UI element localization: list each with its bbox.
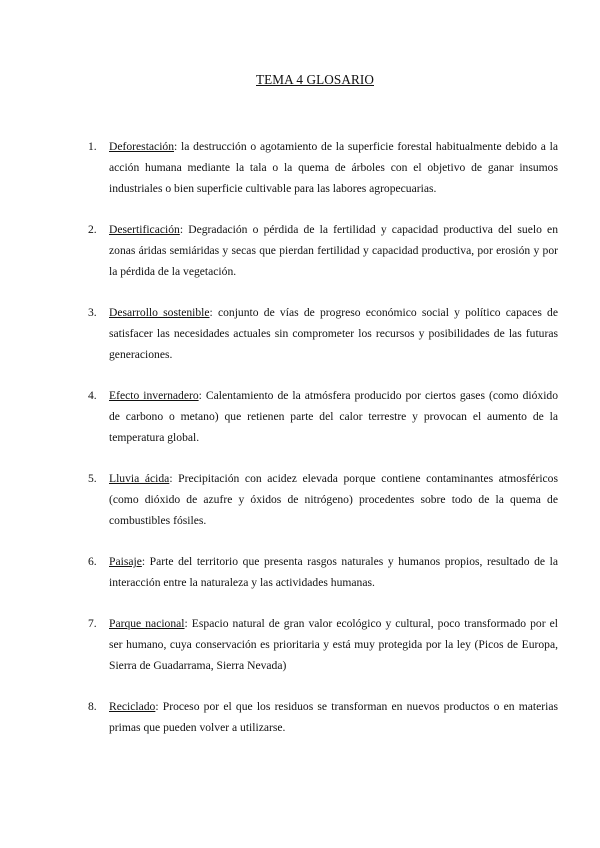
- entry-number: 2.: [88, 223, 97, 236]
- entry-term: Lluvia ácida: [109, 472, 170, 485]
- entry-definition: : la destrucción o agotamiento de la superficie forestal habitualmente debido a la acción humana mediante la tala o la quema de árboles con el objetivo de ganar insumos industriales o bien superficie cultivable para las labores agropecuarias.: [109, 140, 558, 195]
- entry-definition: : Parte del territorio que presenta rasgos naturales y humanos propios, resultado de la interacción entre la naturaleza y las actividades humanas.: [109, 555, 558, 589]
- entry-definition: : Proceso por el que los residuos se transforman en nuevos productos o en materias primas que pueden volver a utilizarse.: [109, 700, 558, 734]
- glossary-entry-desarrollo-sostenible: [88, 302, 558, 365]
- entry-term: Paisaje: [109, 555, 142, 568]
- glossary-entry-efecto-invernadero: [88, 385, 558, 448]
- glossary-entry-parque-nacional: [88, 613, 558, 676]
- glossary-entry-deforestacion: [88, 136, 558, 199]
- entry-number: 3.: [88, 306, 97, 319]
- entry-definition: : Calentamiento de la atmósfera producido por ciertos gases (como dióxido de carbono o metano) que retienen parte del calor terrestre y provocan el aumento de la temperatura global.: [109, 389, 559, 444]
- entry-number: 1.: [88, 140, 97, 153]
- document-title: TEMA 4 GLOSARIO: [256, 72, 374, 87]
- entry-term: Reciclado: [109, 700, 156, 713]
- entry-number: 8.: [88, 700, 97, 713]
- entry-term: Desertificación: [109, 223, 180, 236]
- entry-number: 5.: [88, 472, 97, 485]
- entry-number: 4.: [88, 389, 97, 402]
- entry-term: Desarrollo sostenible: [109, 306, 210, 319]
- glossary-entry-paisaje: [88, 551, 558, 593]
- entry-term: Parque nacional: [109, 617, 185, 630]
- glossary-list: [88, 136, 558, 758]
- glossary-entry-desertificacion: [88, 219, 558, 282]
- entry-definition: : conjunto de vías de progreso económico social y político capaces de satisfacer las necesidades actuales sin comprometer los recursos y posibilidades de las futuras generaciones.: [109, 306, 558, 361]
- entry-number: 7.: [88, 617, 97, 630]
- glossary-entry-reciclado: [88, 696, 558, 738]
- entry-term: Efecto invernadero: [109, 389, 199, 402]
- entry-definition: : Espacio natural de gran valor ecológico y cultural, poco transformado por el ser humano, cuya conservación es prioritaria y está muy protegida por la ley (Picos de Europa, Sierra de Guadarrama, Sierra Nevada): [109, 617, 558, 672]
- entry-definition: : Precipitación con acidez elevada porque contiene contaminantes atmosféricos (como dióxido de azufre y óxidos de nitrógeno) procedentes sobre todo de la quema de combustibles fósiles.: [109, 472, 558, 527]
- entry-number: 6.: [88, 555, 97, 568]
- glossary-entry-lluvia-acida: [88, 468, 558, 531]
- entry-definition: : Degradación o pérdida de la fertilidad y capacidad productiva del suelo en zonas áridas semiáridas y secas que pierdan fertilidad y capacidad productiva, por erosión y por la pérdida de la vegetación.: [109, 223, 558, 278]
- entry-term: Deforestación: [109, 140, 175, 153]
